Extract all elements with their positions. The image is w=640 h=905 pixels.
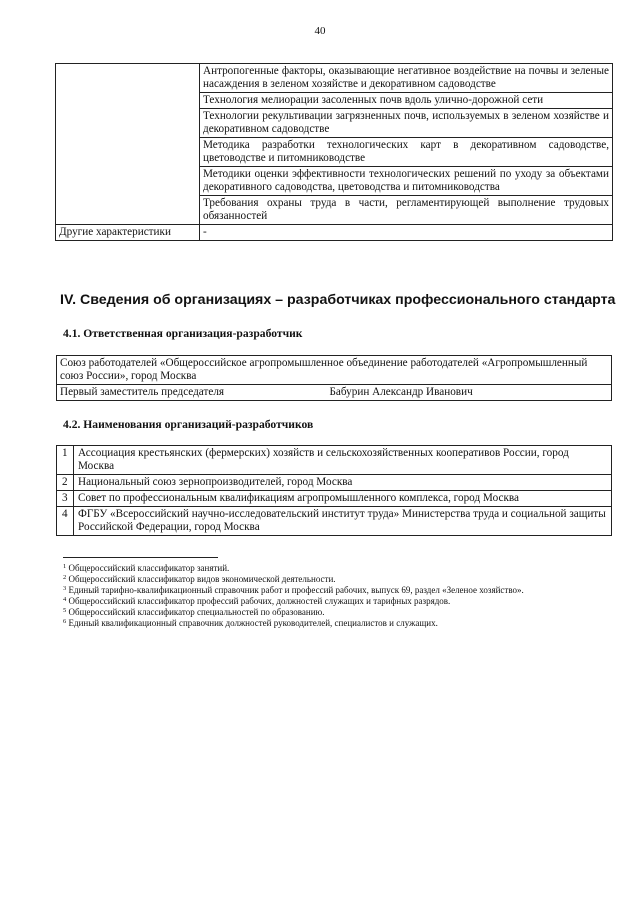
table-row	[56, 64, 613, 93]
table-row	[57, 356, 612, 385]
developers-table	[56, 445, 612, 536]
table-row	[57, 507, 612, 536]
responsible-org-name: Союз работодателей «Общероссийское агропромышленное объединение работодателей «Агропромышленный союз России», город Москва	[57, 356, 612, 385]
footnote	[63, 607, 611, 618]
developer-number: 3	[57, 491, 74, 507]
footnotes	[63, 563, 611, 629]
footnote-text: Общероссийский классификатор профессий рабочих, должностей служащих и тарифных разрядов.	[68, 596, 451, 606]
developer-name: Ассоциация крестьянских (фермерских) хозяйств и сельскохозяйственных кооперативов России, город Москва	[74, 446, 612, 475]
developer-number: 1	[57, 446, 74, 475]
knowledge-item: Методики оценки эффективности технологических решений по уходу за объектами декоративного садоводства, цветоводства и питомниководства	[200, 167, 613, 196]
knowledge-item: Требования охраны труда в части, регламентирующей выполнение трудовых обязанностей	[200, 196, 613, 225]
knowledge-item: Антропогенные факторы, оказывающие негативное воздействие на почвы и зеленые насаждения в зеленом хозяйстве и декоративном садоводстве	[200, 64, 613, 93]
footnote-text: Общероссийский классификатор занятий.	[68, 563, 230, 573]
table-row	[57, 491, 612, 507]
developer-name: Совет по профессиональным квалификациям агропромышленного комплекса, город Москва	[74, 491, 612, 507]
table-row	[56, 225, 613, 241]
table-row	[57, 385, 612, 401]
table-row	[57, 475, 612, 491]
footnote-text: Общероссийский классификатор видов экономической деятельности.	[68, 574, 336, 584]
responsible-org-heading: 4.1. Ответственная организация-разработчик	[63, 327, 303, 340]
footnote-mark: 1	[63, 563, 67, 570]
footnote-mark: 6	[63, 618, 67, 625]
footnote-text: Единый квалификационный справочник должностей руководителей, специалистов и служащих.	[68, 618, 438, 628]
footnote	[63, 618, 611, 629]
empty-label-cell	[56, 64, 200, 225]
other-characteristics-value: -	[200, 225, 613, 241]
responsible-position: Первый заместитель председателя	[57, 385, 327, 401]
responsible-org-table	[56, 355, 612, 401]
developer-name: Национальный союз зернопроизводителей, город Москва	[74, 475, 612, 491]
knowledge-item: Технологии рекультивации загрязненных почв, используемых в зеленом хозяйстве и декоративном садоводстве	[200, 109, 613, 138]
footnote-mark: 2	[63, 574, 67, 581]
knowledge-item: Технология мелиорации засоленных почв вдоль улично-дорожной сети	[200, 93, 613, 109]
footnote-mark: 3	[63, 585, 67, 592]
footnote-mark: 5	[63, 607, 67, 614]
footnote	[63, 596, 611, 607]
developer-number: 2	[57, 475, 74, 491]
responsible-person: Бабурин Александр Иванович	[327, 385, 612, 401]
footnote-mark: 4	[63, 596, 67, 603]
footnote-text: Общероссийский классификатор специальностей по образованию.	[68, 607, 325, 617]
other-characteristics-label: Другие характеристики	[56, 225, 200, 241]
footnote-text: Единый тарифно-квалификационный справочник работ и профессий рабочих, выпуск 69, раздел «Зеленое хозяйство».	[68, 585, 524, 595]
footnote-separator	[63, 557, 218, 558]
knowledge-continuation-table	[55, 63, 613, 241]
table-row	[57, 446, 612, 475]
developer-number: 4	[57, 507, 74, 536]
developer-name: ФГБУ «Всероссийский научно-исследовательский институт труда» Министерства труда и социальной защиты Российской Федерации, город Москва	[74, 507, 612, 536]
developers-heading: 4.2. Наименования организаций-разработчиков	[63, 418, 314, 431]
footnote	[63, 585, 611, 596]
page-number: 40	[314, 25, 326, 37]
footnote	[63, 563, 611, 574]
footnote	[63, 574, 611, 585]
knowledge-item: Методика разработки технологических карт в декоративном садоводстве, цветоводстве и питомниководстве	[200, 138, 613, 167]
section-title: IV. Сведения об организациях – разработчиках профессионального стандарта	[60, 292, 616, 308]
